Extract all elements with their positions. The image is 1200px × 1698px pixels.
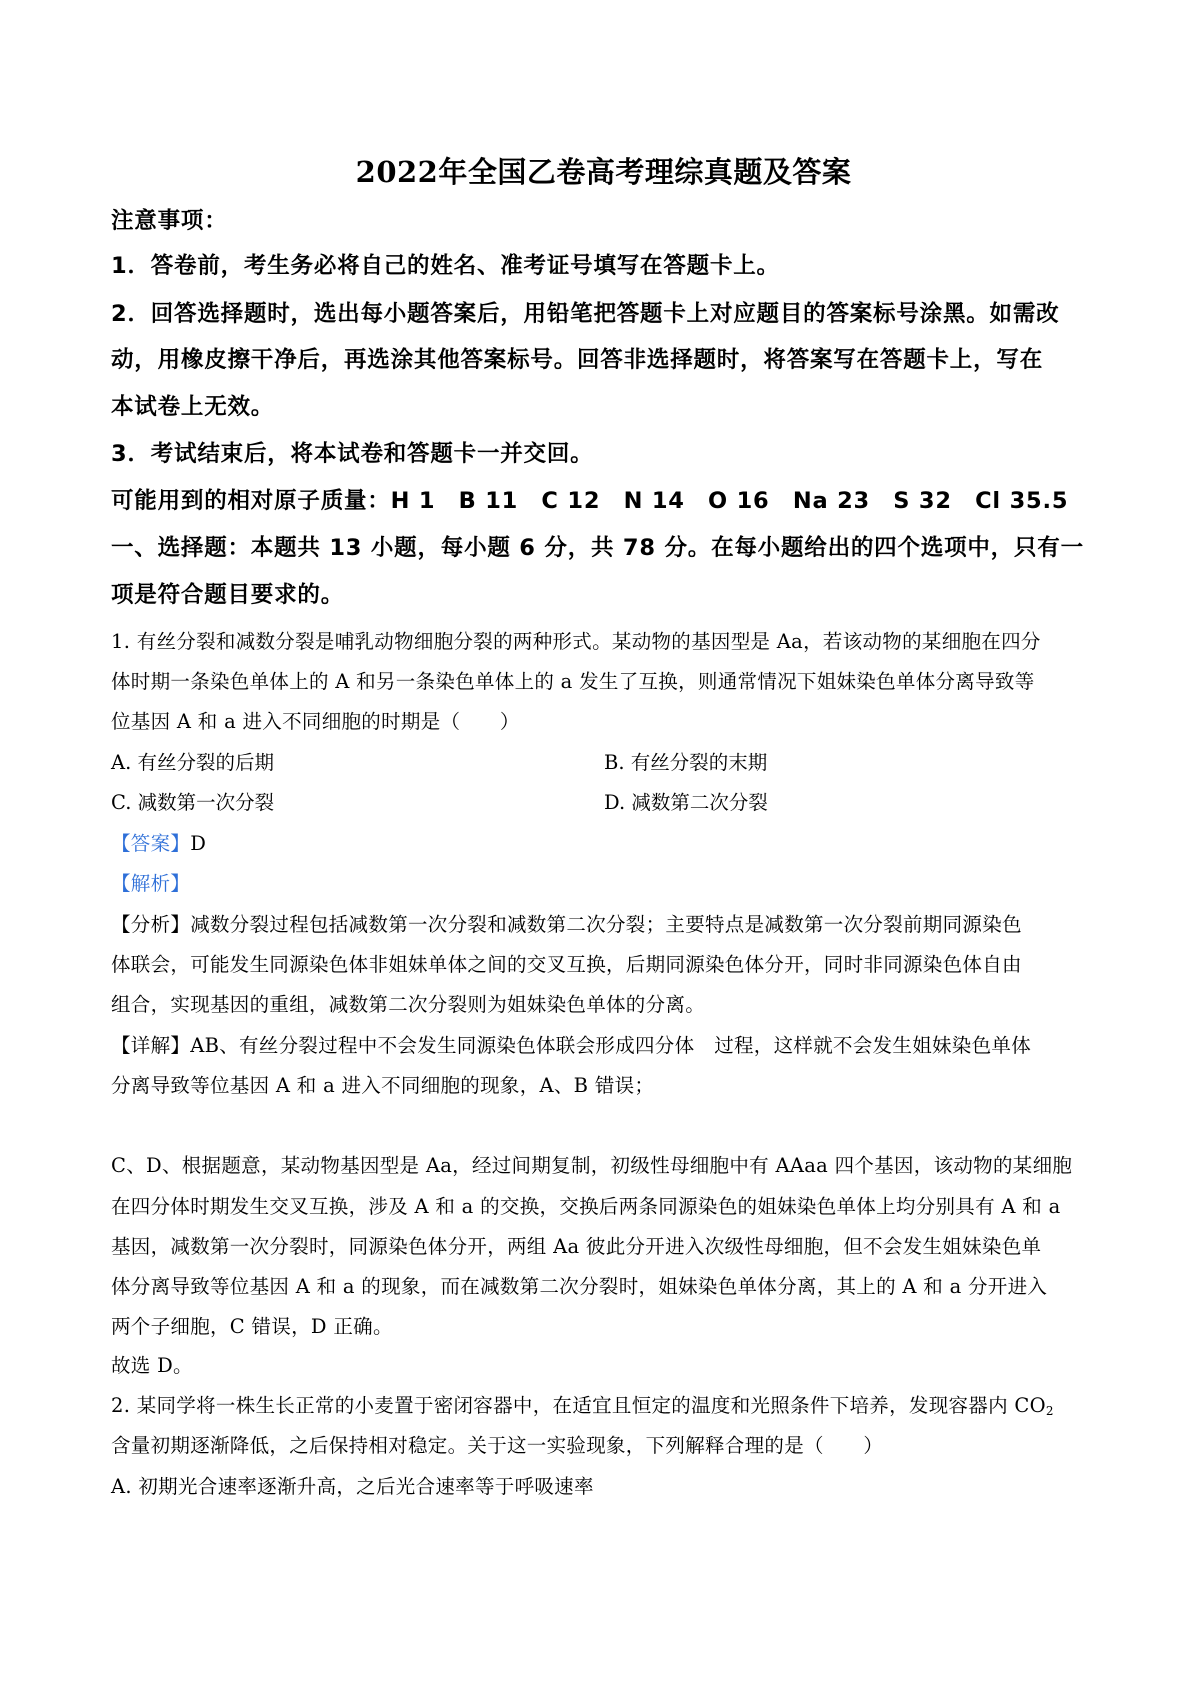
q1-stem-line-3: 位基因 A 和 a 进入不同细胞的时期是（ ） [111, 710, 520, 733]
notice-item-2-line-1: 2．回答选择题时，选出每小题答案后，用铅笔把答题卡上对应题目的答案标号涂黑。如需改 [111, 301, 1060, 327]
q2-stem-text: 2. 某同学将一株生长正常的小麦置于密闭容器中，在适宜且恒定的温度和光照条件下培养，发现容器内 CO [111, 1394, 1046, 1417]
q1-answer-line [111, 823, 1096, 864]
q1-options-row-2 [111, 782, 1096, 823]
notice-heading: 注意事项： [111, 208, 228, 234]
q1-option-c: C. 减数第一次分裂 [111, 791, 275, 814]
q1-options-row-1 [111, 742, 1096, 783]
q1-cd-line-5: 两个子细胞，C 错误，D 正确。 [111, 1315, 393, 1338]
q1-option-d: D. 减数第二次分裂 [604, 791, 768, 814]
notice-item-1: 1．答卷前，考生务必将自己的姓名、准考证号填写在答题卡上。 [111, 253, 780, 279]
q1-answer-value: D [190, 832, 207, 855]
q1-xiangjie-line-2: 分离导致等位基因 A 和 a 进入不同细胞的现象，A、B 错误； [111, 1074, 655, 1097]
q2-stem-line-2: 含量初期逐渐降低，之后保持相对稳定。关于这一实验现象，下列解释合理的是（ ） [111, 1434, 884, 1457]
q1-analysis-label-line [111, 863, 1096, 904]
notice-item-2-line-2: 动，用橡皮擦干净后，再选涂其他答案标号。回答非选择题时，将答案写在答题卡上，写在 [111, 347, 1044, 373]
answer-label: 【答案】 [111, 832, 191, 855]
q1-stem-line-2: 体时期一条染色单体上的 A 和另一条染色单体上的 a 发生了互换，则通常情况下姐妹染色单体分离导致等 [111, 670, 1035, 693]
q1-conclusion: 故选 D。 [111, 1354, 193, 1377]
q1-fenxi-line-3: 组合，实现基因的重组，减数第二次分裂则为姐妹染色单体的分离。 [111, 993, 706, 1016]
q1-xiangjie-line-1: 【详解】AB、有丝分裂过程中不会发生同源染色体联会形成四分体 过程，这样就不会发生姐妹染色单体 [111, 1034, 1032, 1057]
analysis-label: 【解析】 [111, 872, 191, 895]
q1-cd-line-1: C、D、根据题意，某动物基因型是 Aa，经过间期复制，初级性母细胞中有 AAaa 四个基因，该动物的某细胞 [111, 1154, 1073, 1177]
section-1-heading-line-1: 一、选择题：本题共 13 小题，每小题 6 分，共 78 分。在每小题给出的四个选项中，只有一 [111, 535, 1084, 561]
q1-fenxi-line-2: 体联会，可能发生同源染色体非姐妹单体之间的交叉互换，后期同源染色体分开，同时非同源染色体自由 [111, 953, 1022, 976]
q1-stem-line-1: 1. 有丝分裂和减数分裂是哺乳动物细胞分裂的两种形式。某动物的基因型是 Aa，若该动物的某细胞在四分 [111, 630, 1041, 653]
q1-cd-line-3: 基因，减数第一次分裂时，同源染色体分开，两组 Aa 彼此分开进入次级性母细胞，但不会发生姐妹染色单 [111, 1235, 1042, 1258]
q1-option-a: A. 有丝分裂的后期 [111, 751, 274, 774]
q1-cd-line-2: 在四分体时期发生交叉互换，涉及 A 和 a 的交换，交换后两条同源染色的姐妹染色单体上均分别具有 A 和 a [111, 1195, 1061, 1218]
q2-option-a: A. 初期光合速率逐渐升高，之后光合速率等于呼吸速率 [111, 1475, 594, 1498]
section-1-heading-line-2: 项是符合题目要求的。 [111, 582, 345, 608]
notice-item-2-line-3: 本试卷上无效。 [111, 394, 275, 420]
q2-co2-subscript: 2 [1045, 1404, 1054, 1418]
q1-fenxi-line-1: 【分析】减数分裂过程包括减数第一次分裂和减数第二次分裂；主要特点是减数第一次分裂前期同源染色 [111, 913, 1022, 936]
notice-item-3: 3．考试结束后，将本试卷和答题卡一并交回。 [111, 441, 594, 467]
q1-option-b: B. 有丝分裂的末期 [604, 751, 768, 774]
page-title: 2022年全国乙卷高考理综真题及答案 [355, 155, 852, 189]
q1-cd-line-4: 体分离导致等位基因 A 和 a 的现象，而在减数第二次分裂时，姐妹染色单体分离，其上的 A 和 a 分开进入 [111, 1275, 1048, 1298]
atomic-mass-line: 可能用到的相对原子质量：H 1 B 11 C 12 N 14 O 16 Na 23 S 32 Cl 35.5 [111, 488, 1069, 514]
